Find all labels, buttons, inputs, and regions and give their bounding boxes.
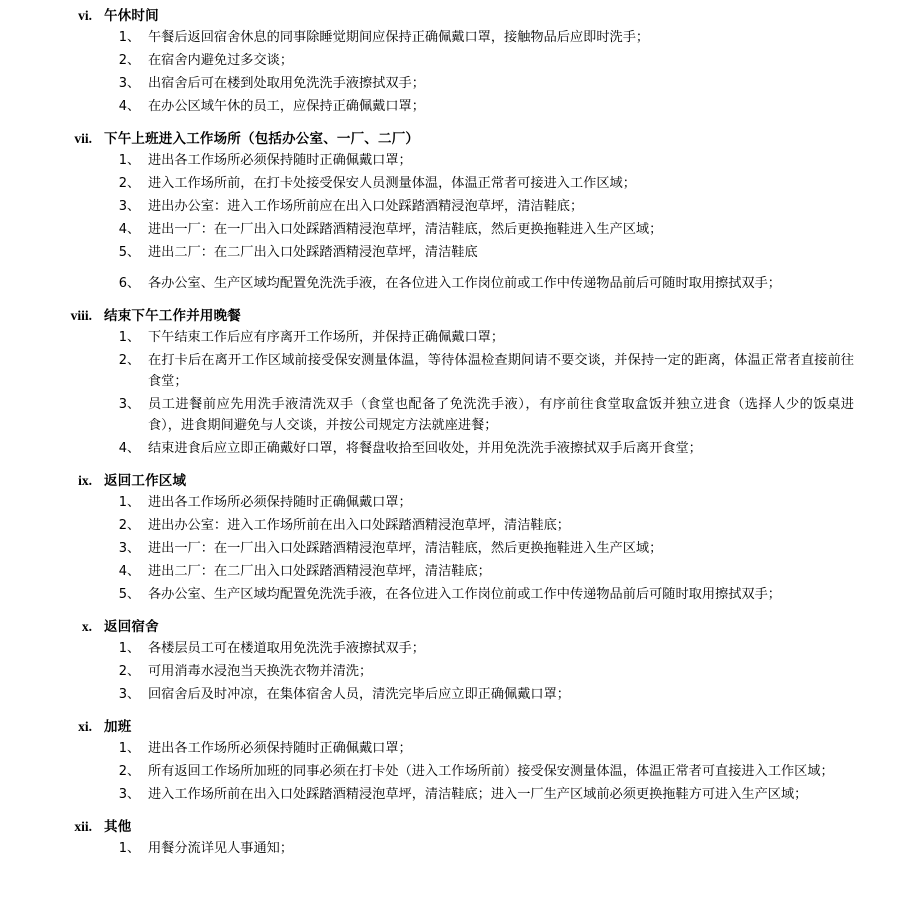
list-item-number: 1、 — [118, 841, 140, 856]
list-item — [40, 172, 860, 194]
list-item-number: 2、 — [118, 176, 140, 191]
list-item — [40, 49, 860, 71]
list-item-text: 用餐分流详见人事通知； — [148, 841, 294, 856]
list-item-number: 4、 — [118, 564, 140, 579]
list-item — [40, 26, 860, 48]
section-number: vii. — [74, 131, 92, 146]
list-item — [40, 72, 860, 94]
list-item — [40, 560, 860, 582]
section-title: 返回宿舍 — [104, 619, 159, 635]
section-number: vi. — [78, 8, 92, 23]
section-number: viii. — [70, 308, 92, 323]
list-item — [40, 349, 860, 392]
section-heading — [40, 815, 860, 835]
list-item-number: 4、 — [118, 222, 140, 237]
list-item-text: 进出各工作场所必须保持随时正确佩戴口罩； — [148, 153, 412, 168]
section-title: 加班 — [104, 719, 132, 735]
list-item-number: 2、 — [118, 764, 140, 779]
section-heading — [40, 127, 860, 147]
list-item-text: 进出办公室：进入工作场所前应在出入口处踩踏酒精浸泡草坪，清洁鞋底； — [148, 199, 584, 214]
list-item-text: 结束进食后应立即正确戴好口罩，将餐盘收拾至回收处，并用免洗洗手液擦拭双手后离开食堂； — [148, 441, 702, 456]
list-item-number: 3、 — [118, 199, 140, 214]
list-item-text: 回宿舍后及时冲凉，在集体宿舍人员，清洗完毕后应立即正确佩戴口罩； — [148, 687, 570, 702]
list-item-text: 各办公室、生产区域均配置免洗洗手液，在各位进入工作岗位前或工作中传递物品前后可随时取用擦拭双手； — [148, 276, 781, 291]
list-item-text: 午餐后返回宿舍休息的同事除睡觉期间应保持正确佩戴口罩，接触物品后应即时洗手； — [148, 30, 650, 45]
list-item — [40, 218, 860, 240]
list-item-text: 进出一厂：在一厂出入口处踩踏酒精浸泡草坪，清洁鞋底，然后更换拖鞋进入生产区域； — [148, 541, 663, 556]
document-section — [40, 4, 860, 117]
list-item-number: 1、 — [118, 330, 140, 345]
document-section — [40, 127, 860, 294]
list-item-text: 下午结束工作后应有序离开工作场所，并保持正确佩戴口罩； — [148, 330, 505, 345]
list-item — [40, 272, 860, 294]
list-item-text: 各楼层员工可在楼道取用免洗洗手液擦拭双手； — [148, 641, 425, 656]
list-item — [40, 195, 860, 217]
list-item-number: 4、 — [118, 99, 140, 114]
list-item — [40, 737, 860, 759]
list-item-number: 2、 — [118, 53, 140, 68]
list-item-number: 4、 — [118, 441, 140, 456]
list-item-text: 所有返回工作场所加班的同事必须在打卡处（进入工作场所前）接受保安测量体温，体温正常者可直接进入工作区域； — [148, 764, 834, 779]
list-item-text: 可用消毒水浸泡当天换洗衣物并清洗； — [148, 664, 373, 679]
list-item-number: 6、 — [118, 276, 140, 291]
section-heading — [40, 304, 860, 324]
list-item — [40, 149, 860, 171]
section-heading — [40, 615, 860, 635]
section-title: 下午上班进入工作场所（包括办公室、一厂、二厂） — [104, 131, 420, 147]
list-item-number: 3、 — [118, 787, 140, 802]
list-item — [40, 637, 860, 659]
list-item — [40, 514, 860, 536]
list-item-text: 进出一厂：在一厂出入口处踩踏酒精浸泡草坪，清洁鞋底，然后更换拖鞋进入生产区域； — [148, 222, 663, 237]
list-item — [40, 491, 860, 513]
list-item-text: 进出各工作场所必须保持随时正确佩戴口罩； — [148, 495, 412, 510]
list-item-number: 1、 — [118, 741, 140, 756]
list-item — [40, 583, 860, 605]
list-item-number: 1、 — [118, 153, 140, 168]
list-item-text: 出宿舍后可在楼到处取用免洗洗手液擦拭双手； — [148, 76, 425, 91]
list-item — [40, 837, 860, 859]
section-title: 其他 — [104, 819, 132, 835]
list-item-number: 1、 — [118, 495, 140, 510]
list-item-number: 3、 — [118, 397, 140, 412]
list-item-number: 2、 — [118, 518, 140, 533]
list-item — [40, 537, 860, 559]
section-number: xii. — [74, 819, 92, 834]
list-item-text: 进出二厂：在二厂出入口处踩踏酒精浸泡草坪，清洁鞋底； — [148, 564, 491, 579]
document-content — [40, 4, 860, 859]
list-item-text: 进出各工作场所必须保持随时正确佩戴口罩； — [148, 741, 412, 756]
list-item-text: 进出二厂：在二厂出入口处踩踏酒精浸泡草坪，清洁鞋底 — [148, 245, 478, 260]
list-item-text: 在办公区域午休的员工，应保持正确佩戴口罩； — [148, 99, 425, 114]
list-item-number: 3、 — [118, 687, 140, 702]
list-item — [40, 760, 860, 782]
list-item-number: 1、 — [118, 641, 140, 656]
list-item-number: 3、 — [118, 76, 140, 91]
list-item — [40, 241, 860, 263]
list-item-number: 5、 — [118, 587, 140, 602]
list-item-number: 1、 — [118, 30, 140, 45]
section-number: ix. — [78, 473, 92, 488]
list-item-text: 进出办公室：进入工作场所前在出入口处踩踏酒精浸泡草坪，清洁鞋底； — [148, 518, 570, 533]
section-title: 结束下午工作并用晚餐 — [104, 308, 241, 324]
list-item-text: 在宿舍内避免过多交谈； — [148, 53, 294, 68]
list-item — [40, 783, 860, 805]
list-item — [40, 437, 860, 459]
list-item-number: 5、 — [118, 245, 140, 260]
document-section — [40, 304, 860, 459]
list-item — [40, 683, 860, 705]
list-item-text: 各办公室、生产区域均配置免洗洗手液，在各位进入工作岗位前或工作中传递物品前后可随时取用擦拭双手； — [148, 587, 781, 602]
document-section — [40, 615, 860, 705]
list-item-text: 进入工作场所前，在打卡处接受保安人员测量体温，体温正常者可接进入工作区域； — [148, 176, 636, 191]
list-item-number: 3、 — [118, 541, 140, 556]
list-item-text: 员工进餐前应先用洗手液清洗双手（食堂也配备了免洗洗手液），有序前往食堂取盒饭并独立进食（选择人少的饭桌进食），进食期间避免与人交谈，并按公司规定方法就座进餐； — [148, 397, 854, 433]
document-section — [40, 469, 860, 605]
section-number: x. — [81, 619, 92, 634]
list-item — [40, 326, 860, 348]
section-heading — [40, 715, 860, 735]
section-heading — [40, 4, 860, 24]
list-item-text: 在打卡后在离开工作区域前接受保安测量体温，等待体温检查期间请不要交谈，并保持一定的距离，体温正常者直接前往食堂； — [148, 353, 854, 389]
list-item — [40, 660, 860, 682]
section-number: xi. — [78, 719, 92, 734]
list-item-number: 2、 — [118, 664, 140, 679]
document-section — [40, 715, 860, 805]
list-item — [40, 95, 860, 117]
section-heading — [40, 469, 860, 489]
section-title: 午休时间 — [104, 8, 159, 24]
list-item-text: 进入工作场所前在出入口处踩踏酒精浸泡草坪，清洁鞋底；进入一厂生产区域前必须更换拖鞋方可进入生产区域； — [148, 787, 808, 802]
list-item-number: 2、 — [118, 353, 140, 368]
document-section — [40, 815, 860, 859]
list-item — [40, 393, 860, 436]
section-title: 返回工作区域 — [104, 473, 187, 489]
